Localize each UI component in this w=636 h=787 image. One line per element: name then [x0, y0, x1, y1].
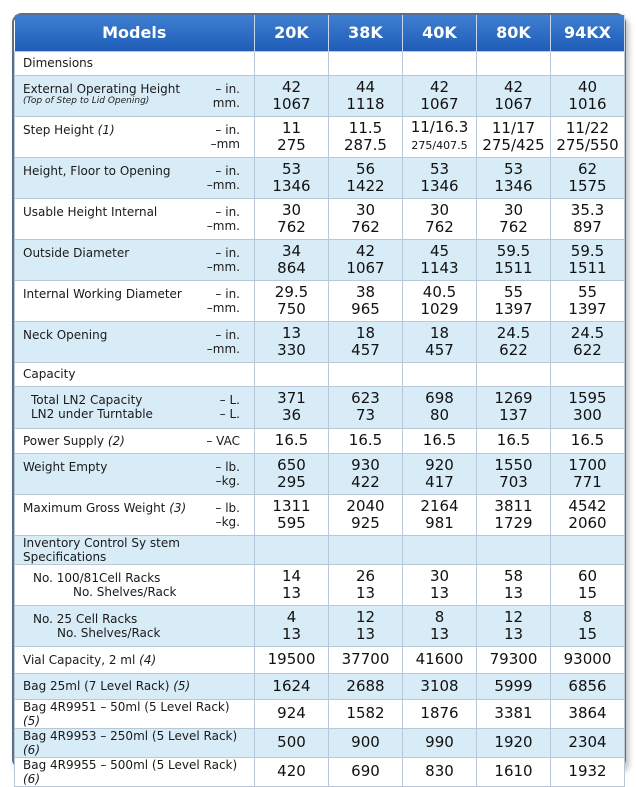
model-col-header: 80K — [477, 15, 551, 51]
row-label: Weight Empty — [23, 459, 108, 474]
unit-label: – L. — [219, 393, 240, 407]
value-cell: 1311 595 — [255, 494, 329, 535]
model-col-header: 38K — [329, 15, 403, 51]
row-sublabel: (Top of Step to Lid Opening) — [23, 95, 150, 106]
value-cell: 18 457 — [329, 321, 403, 362]
value-cell: 30 762 — [477, 198, 551, 239]
spec-table-frame — [12, 13, 626, 786]
table-row — [15, 673, 625, 699]
value-cell: 12 13 — [477, 605, 551, 646]
value-cell: 2164 981 — [403, 494, 477, 535]
unit-label: mm. — [212, 95, 240, 110]
value-cell: 16.5 — [255, 428, 329, 453]
value-cell: 16.5 — [329, 428, 403, 453]
value-cell: 14 13 — [255, 564, 329, 605]
value-cell: 53 1346 — [477, 157, 551, 198]
value-cell: 3864 — [551, 699, 625, 728]
unit-label: –mm. — [206, 259, 240, 274]
value-cell: 1582 — [329, 699, 403, 728]
table-row — [15, 646, 625, 673]
value-cell: 900 — [329, 728, 403, 757]
value-cell: 30 13 — [403, 564, 477, 605]
value-cell: 42 1067 — [477, 75, 551, 116]
header-row — [15, 15, 625, 51]
value-cell: 2688 — [329, 673, 403, 699]
value-cell: 42 1067 — [255, 75, 329, 116]
unit-label: – in. — [215, 245, 240, 260]
value-cell: 26 13 — [329, 564, 403, 605]
unit-label: –mm. — [206, 218, 240, 233]
value-cell: 29.5 750 — [255, 280, 329, 321]
value-cell: 11/17 275/425 — [477, 116, 551, 157]
value-cell: 55 1397 — [477, 280, 551, 321]
model-col-header: 94KX — [551, 15, 625, 51]
value-cell: 42 1067 — [329, 239, 403, 280]
unit-label: – VAC — [206, 433, 240, 448]
value-cell: 40.5 1029 — [403, 280, 477, 321]
value-cell: 44 1118 — [329, 75, 403, 116]
value-cell: 30 762 — [255, 198, 329, 239]
value-cell: 55 1397 — [551, 280, 625, 321]
value-cell: 690 — [329, 757, 403, 786]
unit-label: – in. — [215, 327, 240, 342]
value-cell: 40 1016 — [551, 75, 625, 116]
value-cell: 12 13 — [329, 605, 403, 646]
value-cell: 930 422 — [329, 453, 403, 494]
table-row — [15, 157, 625, 198]
value-cell: 990 — [403, 728, 477, 757]
unit-label: –mm. — [206, 300, 240, 315]
value-cell: 30 762 — [329, 198, 403, 239]
value-cell: 420 — [255, 757, 329, 786]
value-cell: 650 295 — [255, 453, 329, 494]
table-row — [15, 428, 625, 453]
value-cell: 37700 — [329, 646, 403, 673]
unit-label: – L. — [219, 407, 240, 421]
unit-label: – in. — [215, 81, 240, 96]
row-label: Total LN2 Capacity — [31, 393, 143, 407]
value-cell: 2304 — [551, 728, 625, 757]
value-cell: 1920 — [477, 728, 551, 757]
unit-label: – lb. — [215, 459, 240, 474]
row-label: Power Supply (2) — [23, 433, 125, 448]
value-cell: 59.5 1511 — [551, 239, 625, 280]
value-cell: 93000 — [551, 646, 625, 673]
row-label: No. Shelves/Rack — [57, 625, 161, 640]
row-label: No. 25 Cell Racks — [33, 611, 138, 626]
spec-table — [14, 15, 625, 787]
row-label: Vial Capacity, 2 ml (4) — [23, 652, 157, 667]
unit-label: –mm. — [206, 341, 240, 356]
value-cell: 3811 1729 — [477, 494, 551, 535]
value-cell: 4542 2060 — [551, 494, 625, 535]
value-cell: 5999 — [477, 673, 551, 699]
value-cell: 79300 — [477, 646, 551, 673]
value-cell: 1624 — [255, 673, 329, 699]
value-cell: 19500 — [255, 646, 329, 673]
unit-label: – in. — [215, 286, 240, 301]
value-cell: 18 457 — [403, 321, 477, 362]
value-cell: 6856 — [551, 673, 625, 699]
value-cell: 24.5 622 — [551, 321, 625, 362]
value-cell: 500 — [255, 728, 329, 757]
value-cell: 53 1346 — [403, 157, 477, 198]
unit-label: – lb. — [215, 500, 240, 515]
table-row — [15, 321, 625, 362]
value-cell: 8 15 — [551, 605, 625, 646]
value-cell: 3108 — [403, 673, 477, 699]
value-cell: 16.5 — [477, 428, 551, 453]
value-cell: 62 1575 — [551, 157, 625, 198]
table-row — [15, 564, 625, 605]
value-cell: 16.5 — [403, 428, 477, 453]
table-row — [15, 605, 625, 646]
row-label: Height, Floor to Opening — [23, 163, 171, 178]
table-row — [15, 239, 625, 280]
row-label: External Operating Height — [23, 81, 181, 96]
value-cell: 698 80 — [403, 386, 477, 428]
value-cell: 11/22 275/550 — [551, 116, 625, 157]
value-cell: 2040 925 — [329, 494, 403, 535]
value-cell: 623 73 — [329, 386, 403, 428]
unit-label: –kg. — [215, 514, 240, 529]
section-capacity: Capacity — [15, 362, 255, 386]
table-row — [15, 453, 625, 494]
value-cell: 38 965 — [329, 280, 403, 321]
unit-label: –kg. — [215, 473, 240, 488]
value-cell: 3381 — [477, 699, 551, 728]
unit-label: –mm — [210, 136, 240, 151]
value-cell: 16.5 — [551, 428, 625, 453]
row-label: Usable Height Internal — [23, 204, 158, 219]
row-label: Maximum Gross Weight (3) — [23, 500, 187, 515]
value-cell: 1700 771 — [551, 453, 625, 494]
row-label: Internal Working Diameter — [23, 286, 182, 301]
value-cell: 1932 — [551, 757, 625, 786]
value-cell: 11/16.3 275/407.5 — [403, 116, 477, 157]
table-row — [15, 280, 625, 321]
model-col-header: 40K — [403, 15, 477, 51]
row-label: Outside Diameter — [23, 245, 130, 260]
value-cell: 53 1346 — [255, 157, 329, 198]
value-cell: 8 13 — [403, 605, 477, 646]
table-row — [15, 757, 625, 786]
table-row — [15, 386, 625, 428]
section-dimensions: Dimensions — [15, 51, 255, 75]
value-cell: 1610 — [477, 757, 551, 786]
unit-label: – in. — [215, 163, 240, 178]
value-cell: 1876 — [403, 699, 477, 728]
models-header: Models — [15, 15, 255, 51]
value-cell: 1595 300 — [551, 386, 625, 428]
row-label: Bag 4R9953 – 250ml (5 Level Rack) (6) — [23, 728, 238, 757]
table-row — [15, 198, 625, 239]
value-cell: 58 13 — [477, 564, 551, 605]
value-cell: 34 864 — [255, 239, 329, 280]
row-label: Bag 4R9951 – 50ml (5 Level Rack) (5) — [23, 699, 230, 728]
value-cell: 59.5 1511 — [477, 239, 551, 280]
row-label: No. Shelves/Rack — [73, 584, 177, 599]
row-label: LN2 under Turntable — [31, 407, 153, 421]
value-cell: 41600 — [403, 646, 477, 673]
unit-label: –mm. — [206, 177, 240, 192]
row-label: Bag 25ml (7 Level Rack) (5) — [23, 679, 191, 693]
section-row — [15, 51, 625, 75]
unit-label: – in. — [215, 122, 240, 137]
unit-label: – in. — [215, 204, 240, 219]
value-cell: 11.5 287.5 — [329, 116, 403, 157]
row-label: Step Height (1) — [23, 122, 115, 137]
value-cell: 371 36 — [255, 386, 329, 428]
value-cell: 35.3 897 — [551, 198, 625, 239]
value-cell: 11 275 — [255, 116, 329, 157]
value-cell: 4 13 — [255, 605, 329, 646]
row-label: Neck Opening — [23, 327, 108, 342]
value-cell: 45 1143 — [403, 239, 477, 280]
value-cell: 1550 703 — [477, 453, 551, 494]
section-row — [15, 362, 625, 386]
table-row — [15, 699, 625, 728]
section-inventory: Inventory Control Sy stem Specifications — [15, 535, 255, 564]
value-cell: 42 1067 — [403, 75, 477, 116]
model-col-header: 20K — [255, 15, 329, 51]
value-cell: 924 — [255, 699, 329, 728]
table-row — [15, 494, 625, 535]
value-cell: 920 417 — [403, 453, 477, 494]
row-label: Bag 4R9955 – 500ml (5 Level Rack) (6) — [23, 757, 238, 786]
value-cell: 13 330 — [255, 321, 329, 362]
table-row — [15, 75, 625, 116]
table-row — [15, 728, 625, 757]
value-cell: 830 — [403, 757, 477, 786]
section-row — [15, 535, 625, 564]
value-cell: 60 15 — [551, 564, 625, 605]
row-label: No. 100/81Cell Racks — [33, 570, 161, 585]
value-cell: 56 1422 — [329, 157, 403, 198]
table-row — [15, 116, 625, 157]
value-cell: 1269 137 — [477, 386, 551, 428]
value-cell: 24.5 622 — [477, 321, 551, 362]
value-cell: 30 762 — [403, 198, 477, 239]
